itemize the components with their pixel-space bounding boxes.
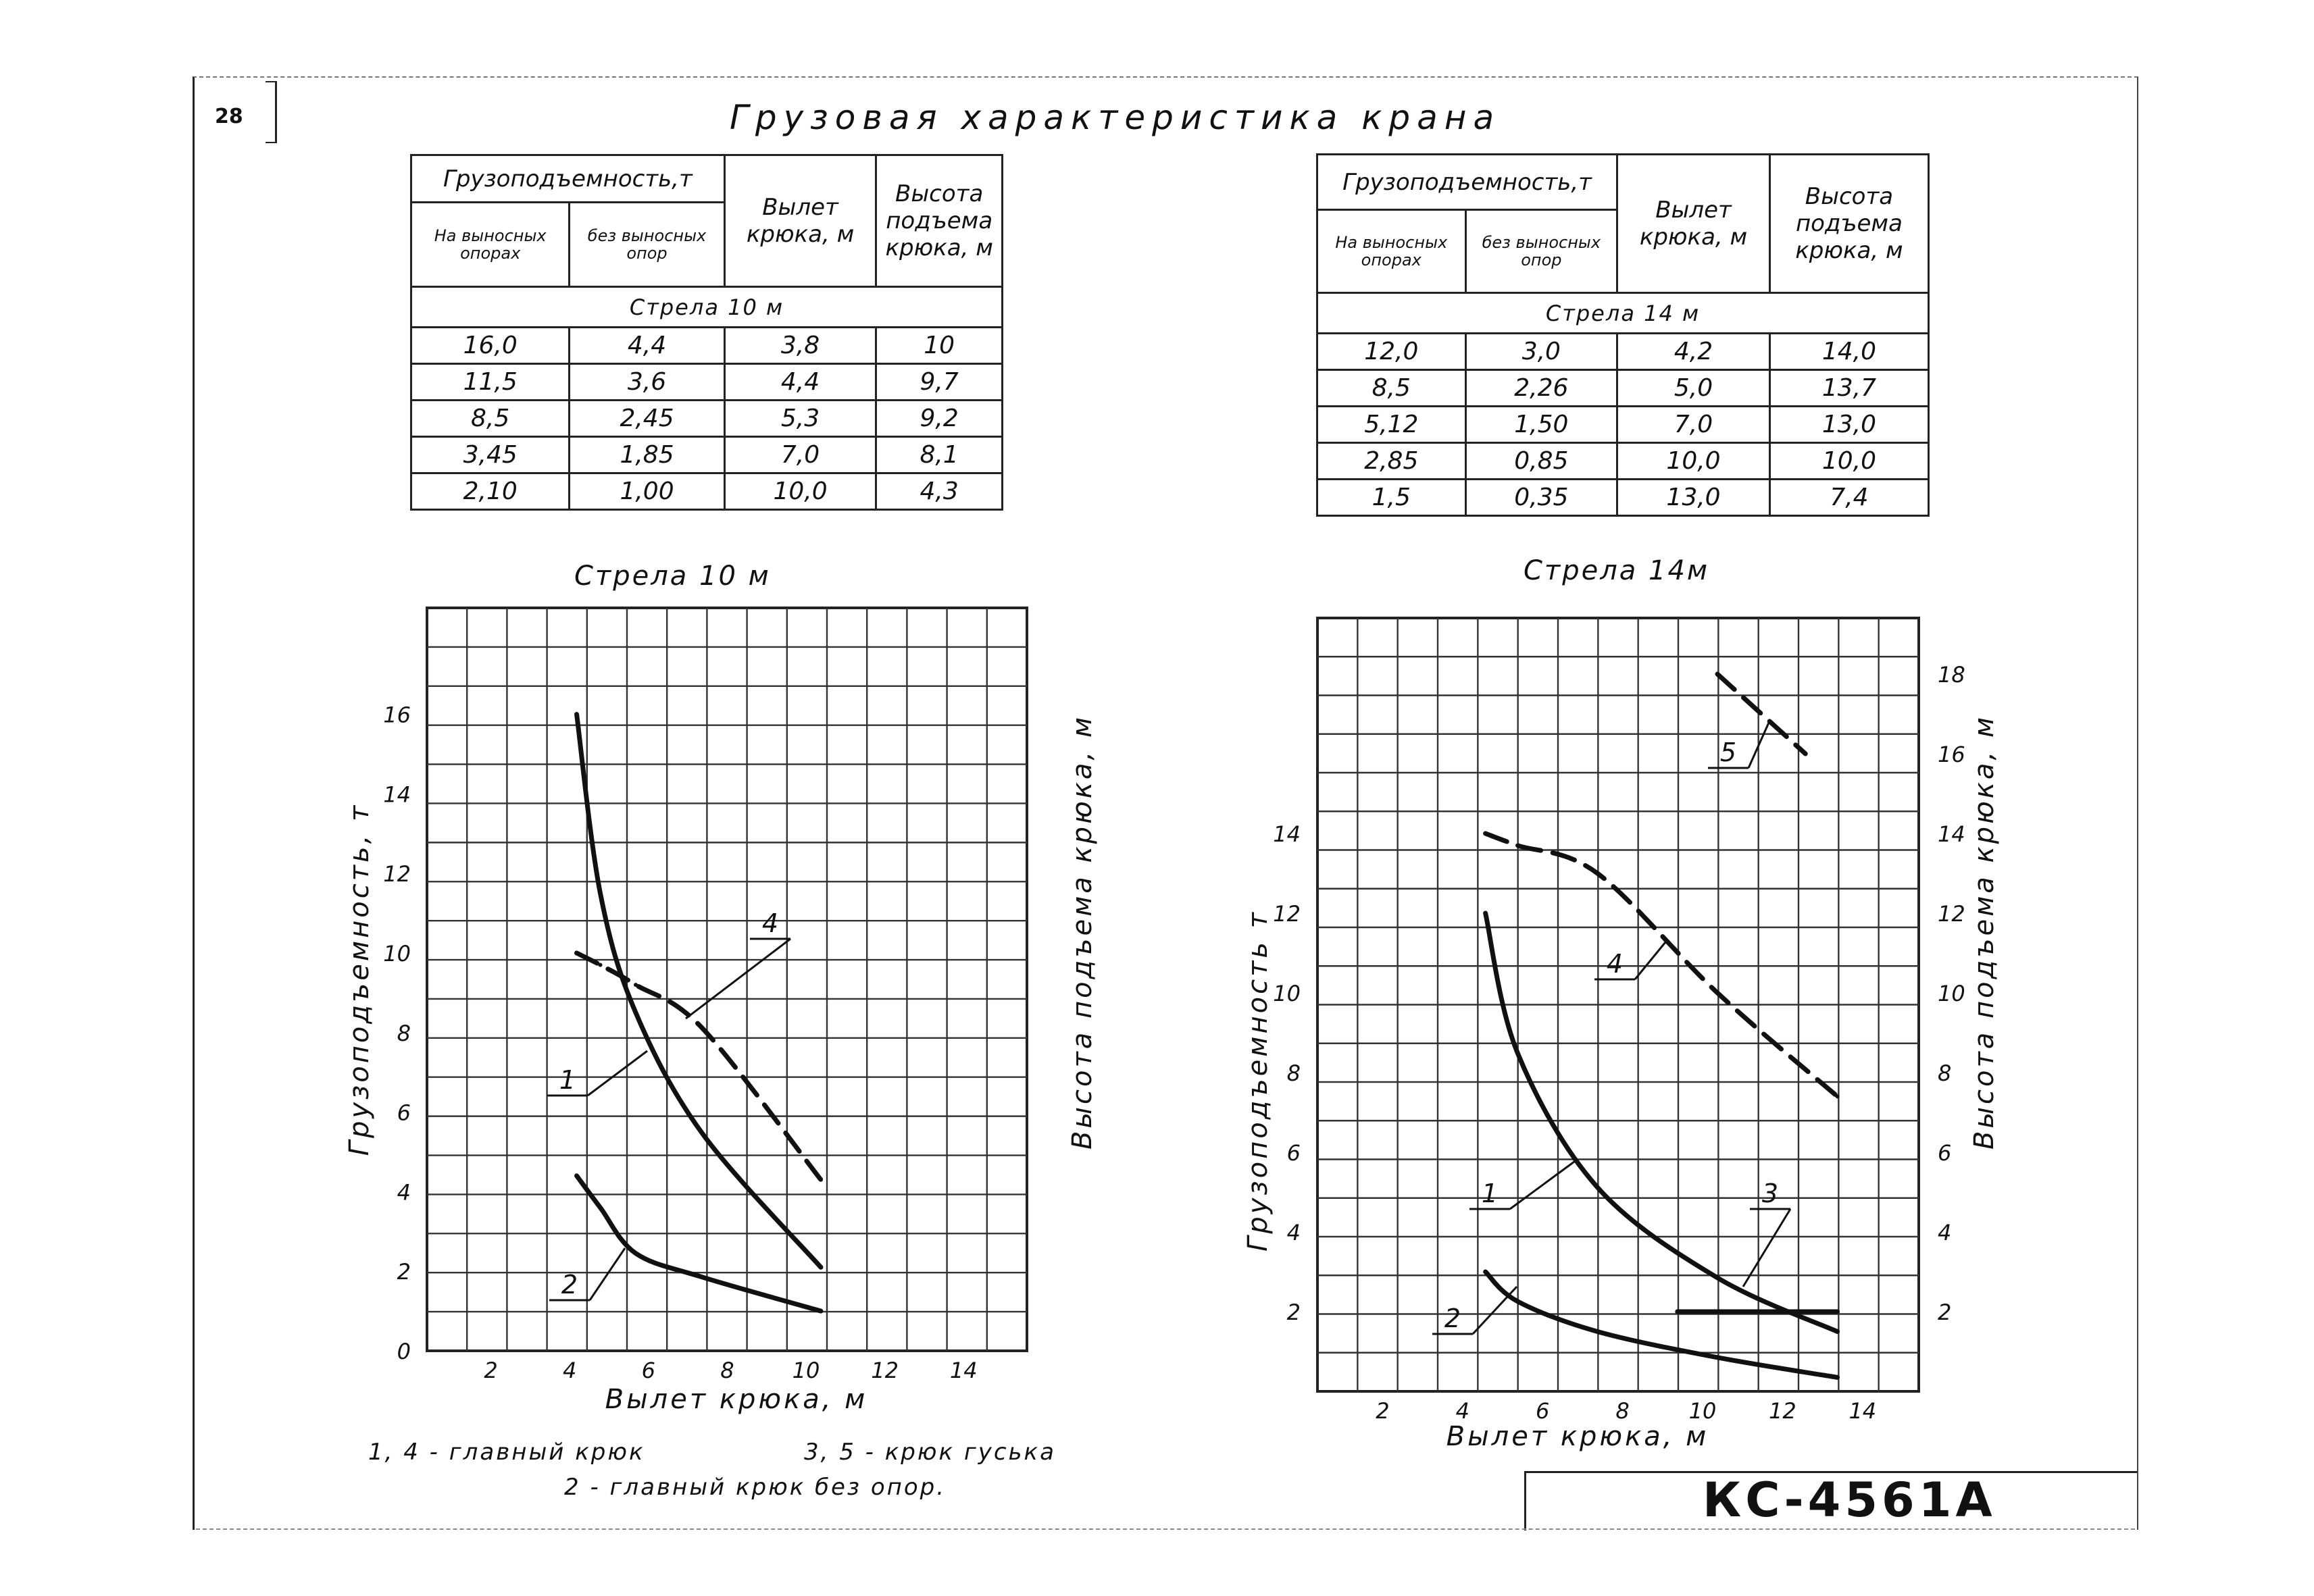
y-tick-label: 2 bbox=[1286, 1299, 1301, 1325]
data-point bbox=[701, 1027, 705, 1031]
table-cell: 3,45 bbox=[411, 437, 570, 473]
data-point bbox=[575, 951, 579, 955]
table-cell: 7,4 bbox=[1769, 480, 1928, 516]
series-line-1 bbox=[1486, 913, 1838, 1332]
x-tick-label: 4 bbox=[563, 1358, 577, 1383]
series-label-leader bbox=[686, 939, 790, 1019]
data-point bbox=[1595, 1330, 1599, 1334]
page-title: Грузовая характеристика крана bbox=[730, 98, 1501, 137]
y-tick-label: 4 bbox=[397, 1179, 411, 1206]
y-axis-label: Грузоподъемность, т bbox=[344, 802, 375, 1156]
x-tick-label: 4 bbox=[1455, 1398, 1469, 1424]
y2-axis-label: Высота подъема крюка, м bbox=[1067, 714, 1098, 1150]
header-outriggers: На выносных опорах bbox=[1317, 210, 1466, 293]
y2-axis-label: Высота подъема крюка, м bbox=[1969, 714, 2000, 1150]
table-cell: 13,7 bbox=[1769, 370, 1928, 407]
legend-no-outriggers: 2 - главный крюк без опор. bbox=[564, 1474, 947, 1501]
table-cell: 16,0 bbox=[411, 328, 570, 364]
table-cell: 7,0 bbox=[724, 437, 876, 473]
data-point bbox=[1515, 844, 1519, 848]
header-no-outriggers: без выносных опор bbox=[1465, 210, 1617, 293]
table-cell: 8,5 bbox=[1317, 370, 1466, 407]
table-cell: 1,5 bbox=[1317, 480, 1466, 516]
data-point bbox=[1484, 831, 1488, 835]
y-tick-label: 2 bbox=[397, 1259, 411, 1285]
table-cell: 10,0 bbox=[724, 473, 876, 510]
series-line-4 bbox=[1486, 833, 1838, 1096]
series-line-1 bbox=[577, 715, 821, 1268]
chart-frame bbox=[427, 608, 1027, 1351]
table-cell: 14,0 bbox=[1769, 334, 1928, 370]
data-point bbox=[1803, 752, 1807, 756]
series-label-leader bbox=[590, 1248, 625, 1300]
y-tick-label: 16 bbox=[383, 702, 411, 728]
table-cell: 11,5 bbox=[411, 364, 570, 401]
bottom-rule bbox=[196, 1528, 2135, 1530]
table-cell: 4,4 bbox=[724, 364, 876, 401]
table-cell: 8,1 bbox=[876, 437, 1003, 473]
series-label: 1 bbox=[559, 1065, 576, 1095]
table-cell: 1,00 bbox=[570, 473, 724, 510]
table-cell: 1,50 bbox=[1465, 407, 1617, 443]
y-tick-label: 0 bbox=[397, 1339, 411, 1364]
table-cell: 2,85 bbox=[1317, 443, 1466, 480]
data-point bbox=[1595, 1185, 1599, 1189]
chart-title-14m: Стрела 14м bbox=[1524, 555, 1710, 586]
table-cell: 8,5 bbox=[411, 401, 570, 437]
data-point bbox=[1715, 991, 1719, 995]
table-cell: 10,0 bbox=[1769, 443, 1928, 480]
x-tick-label: 10 bbox=[792, 1358, 820, 1383]
header-capacity: Грузоподъемность,т bbox=[1317, 155, 1617, 210]
table-cell: 7,0 bbox=[1617, 407, 1770, 443]
table-cell: 10 bbox=[876, 328, 1003, 364]
table-cell: 2,45 bbox=[570, 401, 724, 437]
data-point bbox=[1836, 1094, 1840, 1098]
data-point bbox=[1836, 1310, 1840, 1314]
table-cell: 13,0 bbox=[1769, 407, 1928, 443]
series-label-leader bbox=[1473, 1287, 1517, 1334]
y-tick-label: 4 bbox=[1286, 1220, 1301, 1245]
data-point bbox=[599, 1206, 603, 1210]
table-cell: 4,3 bbox=[876, 473, 1003, 510]
table-cell: 2,26 bbox=[1465, 370, 1617, 407]
chart-title-10m: Стрела 10 м bbox=[574, 561, 771, 592]
legend-jib-hook: 3, 5 - крюк гуська bbox=[804, 1439, 1056, 1466]
data-point bbox=[701, 1132, 705, 1136]
y2-tick-label: 6 bbox=[1938, 1140, 1952, 1166]
series-line-2 bbox=[1486, 1272, 1838, 1377]
table-cell: 3,8 bbox=[724, 328, 876, 364]
y-tick-label: 8 bbox=[397, 1020, 411, 1046]
data-point bbox=[575, 713, 579, 717]
table-cell: 0,85 bbox=[1465, 443, 1617, 480]
data-point bbox=[1836, 1375, 1840, 1379]
x-tick-label: 2 bbox=[484, 1358, 498, 1383]
table-cell: 9,7 bbox=[876, 364, 1003, 401]
header-reach: Вылет крюка, м bbox=[1617, 155, 1770, 293]
table-cell: 5,0 bbox=[1617, 370, 1770, 407]
y-tick-label: 10 bbox=[383, 941, 411, 967]
y-tick-label: 6 bbox=[1286, 1140, 1301, 1166]
section-label: Стрела 14 м bbox=[1317, 293, 1929, 334]
y2-tick-label: 8 bbox=[1938, 1060, 1952, 1086]
y-tick-label: 14 bbox=[383, 781, 411, 808]
y-tick-label: 8 bbox=[1286, 1060, 1301, 1086]
data-point bbox=[1515, 1051, 1519, 1055]
series-label: 1 bbox=[1481, 1179, 1499, 1208]
table-cell: 10,0 bbox=[1617, 443, 1770, 480]
x-tick-label: 14 bbox=[949, 1358, 978, 1383]
y2-tick-label: 16 bbox=[1938, 742, 1965, 767]
series-line-4 bbox=[577, 953, 821, 1180]
data-point bbox=[819, 1178, 823, 1182]
model-stamp: КС-4561А bbox=[1703, 1472, 1996, 1528]
x-tick-label: 14 bbox=[1848, 1398, 1877, 1424]
data-point bbox=[819, 1309, 823, 1313]
x-tick-label: 10 bbox=[1688, 1398, 1717, 1424]
data-point bbox=[1836, 1330, 1840, 1334]
table-cell: 2,10 bbox=[411, 473, 570, 510]
series-label: 2 bbox=[561, 1270, 578, 1299]
table-cell: 5,3 bbox=[724, 401, 876, 437]
table-cell: 1,85 bbox=[570, 437, 724, 473]
y2-tick-label: 4 bbox=[1938, 1220, 1952, 1245]
y2-tick-label: 2 bbox=[1938, 1299, 1952, 1325]
header-outriggers: На выносных опорах bbox=[411, 203, 570, 287]
series-label: 4 bbox=[761, 908, 779, 938]
data-point bbox=[1484, 911, 1488, 915]
x-axis-label: Вылет крюка, м bbox=[1446, 1421, 1709, 1452]
y-tick-label: 12 bbox=[1273, 901, 1301, 927]
data-point bbox=[1484, 1270, 1488, 1274]
data-point bbox=[701, 1275, 705, 1279]
table-cell: 0,35 bbox=[1465, 480, 1617, 516]
series-label-leader bbox=[1510, 1162, 1574, 1209]
data-point bbox=[599, 892, 603, 896]
table-cell: 5,12 bbox=[1317, 407, 1466, 443]
y-tick-label: 6 bbox=[397, 1100, 411, 1126]
data-point bbox=[1676, 1310, 1680, 1314]
data-point bbox=[599, 963, 603, 967]
header-reach: Вылет крюка, м bbox=[724, 155, 876, 287]
header-capacity: Грузоподъемность,т bbox=[411, 155, 725, 203]
legend-main-hook: 1, 4 - главный крюк bbox=[368, 1439, 645, 1466]
y-axis-label: Грузоподъемность т bbox=[1242, 910, 1274, 1252]
x-axis-label: Вылет крюка, м bbox=[605, 1384, 868, 1415]
section-label: Стрела 10 м bbox=[411, 287, 1003, 328]
table-cell: 4,2 bbox=[1617, 334, 1770, 370]
series-line-2 bbox=[577, 1176, 821, 1311]
series-label: 2 bbox=[1444, 1304, 1461, 1333]
y2-tick-label: 12 bbox=[1938, 901, 1965, 927]
x-tick-label: 6 bbox=[1536, 1398, 1550, 1424]
data-point bbox=[1715, 1276, 1719, 1280]
x-tick-label: 8 bbox=[720, 1358, 734, 1383]
table-cell: 4,4 bbox=[570, 328, 724, 364]
data-point bbox=[1715, 672, 1719, 676]
x-tick-label: 8 bbox=[1615, 1398, 1630, 1424]
header-height: Высота подъема крюка, м bbox=[1769, 155, 1928, 293]
x-tick-label: 6 bbox=[641, 1358, 655, 1383]
data-point bbox=[634, 983, 638, 987]
table-cell: 9,2 bbox=[876, 401, 1003, 437]
y-tick-label: 10 bbox=[1273, 981, 1301, 1006]
table-cell: 12,0 bbox=[1317, 334, 1466, 370]
data-point bbox=[1515, 1299, 1519, 1304]
data-point bbox=[1595, 871, 1599, 875]
series-label: 4 bbox=[1606, 949, 1624, 979]
series-label-leader bbox=[1635, 942, 1665, 979]
x-tick-label: 12 bbox=[1769, 1398, 1796, 1424]
table-cell: 3,6 bbox=[570, 364, 724, 401]
y-tick-label: 14 bbox=[1273, 821, 1301, 847]
x-tick-label: 12 bbox=[871, 1358, 899, 1383]
page-number: 28 bbox=[215, 105, 243, 128]
series-label: 5 bbox=[1719, 738, 1737, 767]
table-cell: 13,0 bbox=[1617, 480, 1770, 516]
data-point bbox=[575, 1174, 579, 1178]
y2-tick-label: 10 bbox=[1938, 981, 1965, 1006]
y2-tick-label: 14 bbox=[1938, 821, 1965, 847]
data-point bbox=[819, 1265, 823, 1269]
x-tick-label: 2 bbox=[1376, 1398, 1390, 1424]
header-no-outriggers: без выносных опор bbox=[570, 203, 724, 287]
data-point bbox=[1715, 1356, 1719, 1360]
series-label-leader bbox=[588, 1051, 647, 1096]
table-cell: 3,0 bbox=[1465, 334, 1617, 370]
series-label: 3 bbox=[1761, 1179, 1779, 1208]
y-tick-label: 12 bbox=[383, 861, 411, 887]
y2-tick-label: 18 bbox=[1938, 662, 1965, 688]
header-height: Высота подъема крюка, м bbox=[876, 155, 1003, 287]
data-point bbox=[634, 1252, 638, 1256]
data-point bbox=[634, 1010, 638, 1014]
